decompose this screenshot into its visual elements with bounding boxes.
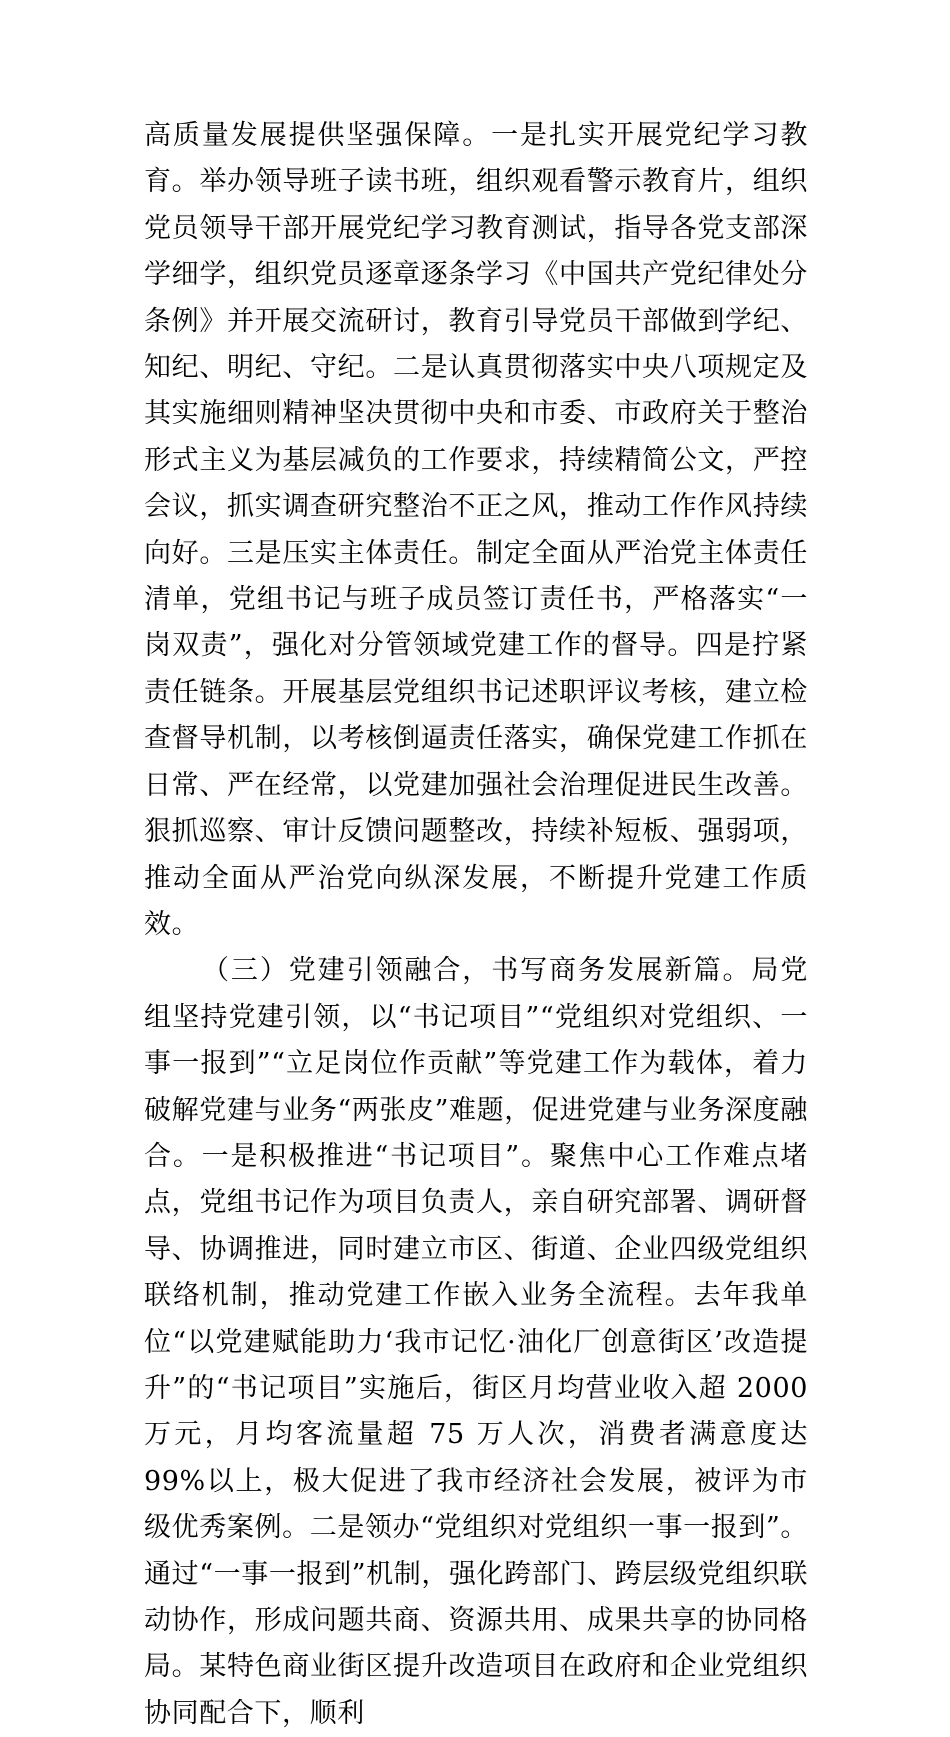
paragraph-party-discipline: 高质量发展提供坚强保障。一是扎实开展党纪学习教育。举办领导班子读书班，组织观看警示教育片，组织党员领导干部开展党纪学习教育测试，指导各党支部深学细学，组织党员逐章逐条学习《中国共产党纪律处分条例》并开展交流研讨，教育引导党员干部做到学纪、知纪、明纪、守纪。二是认真贯彻落实中央八项规定及其实施细则精神坚决贯彻中央和市委、市政府关于整治形式主义为基层减负的工作要求，持续精简公文，严控会议，抓实调查研究整治不正之风，推动工作作风持续向好。三是压实主体责任。制定全面从严治党主体责任清单，党组书记与班子成员签订责任书，严格落实“一岗双责”，强化对分管领域党建工作的督导。四是拧紧责任链条。开展基层党组织书记述职评议考核，建立检查督导机制，以考核倒逼责任落实，确保党建工作抓在日常、严在经常，以党建加强社会治理促进民生改善。狠抓巡察、审计反馈问题整改，持续补短板、强弱项，推动全面从严治党向纵深发展，不断提升党建工作质效。 xyxy=(144,120,808,940)
paragraph-party-building-integration: （三）党建引领融合，书写商务发展新篇。局党组坚持党建引领，以“书记项目”“党组织对党组织、一事一报到”“立足岗位作贡献”等党建工作为载体，着力破解党建与业务“两张皮”难题，促进党建与业务深度融合。一是积极推进“书记项目”。聚焦中心工作难点堵点，党组书记作为项目负责人，亲自研究部署、调研督导、协调推进，同时建立市区、街道、企业四级党组织联络机制，推动党建工作嵌入业务全流程。去年我单位“以党建赋能助力‘我市记忆·油化厂创意街区’改造提升”的“书记项目”实施后，街区月均营业收入超 2000 万元，月均客流量超 75 万人次，消费者满意度达 99%以上，极大促进了我市经济社会发展，被评为市级优秀案例。二是领办“党组织对党组织一事一报到”。通过“一事一报到”机制，强化跨部门、跨层级党组织联动协作，形成问题共商、资源共用、成果共享的协同格局。某特色商业街区提升改造项目在政府和企业党组织协同配合下，顺利 xyxy=(144,955,808,1729)
document-body xyxy=(144,113,808,1737)
